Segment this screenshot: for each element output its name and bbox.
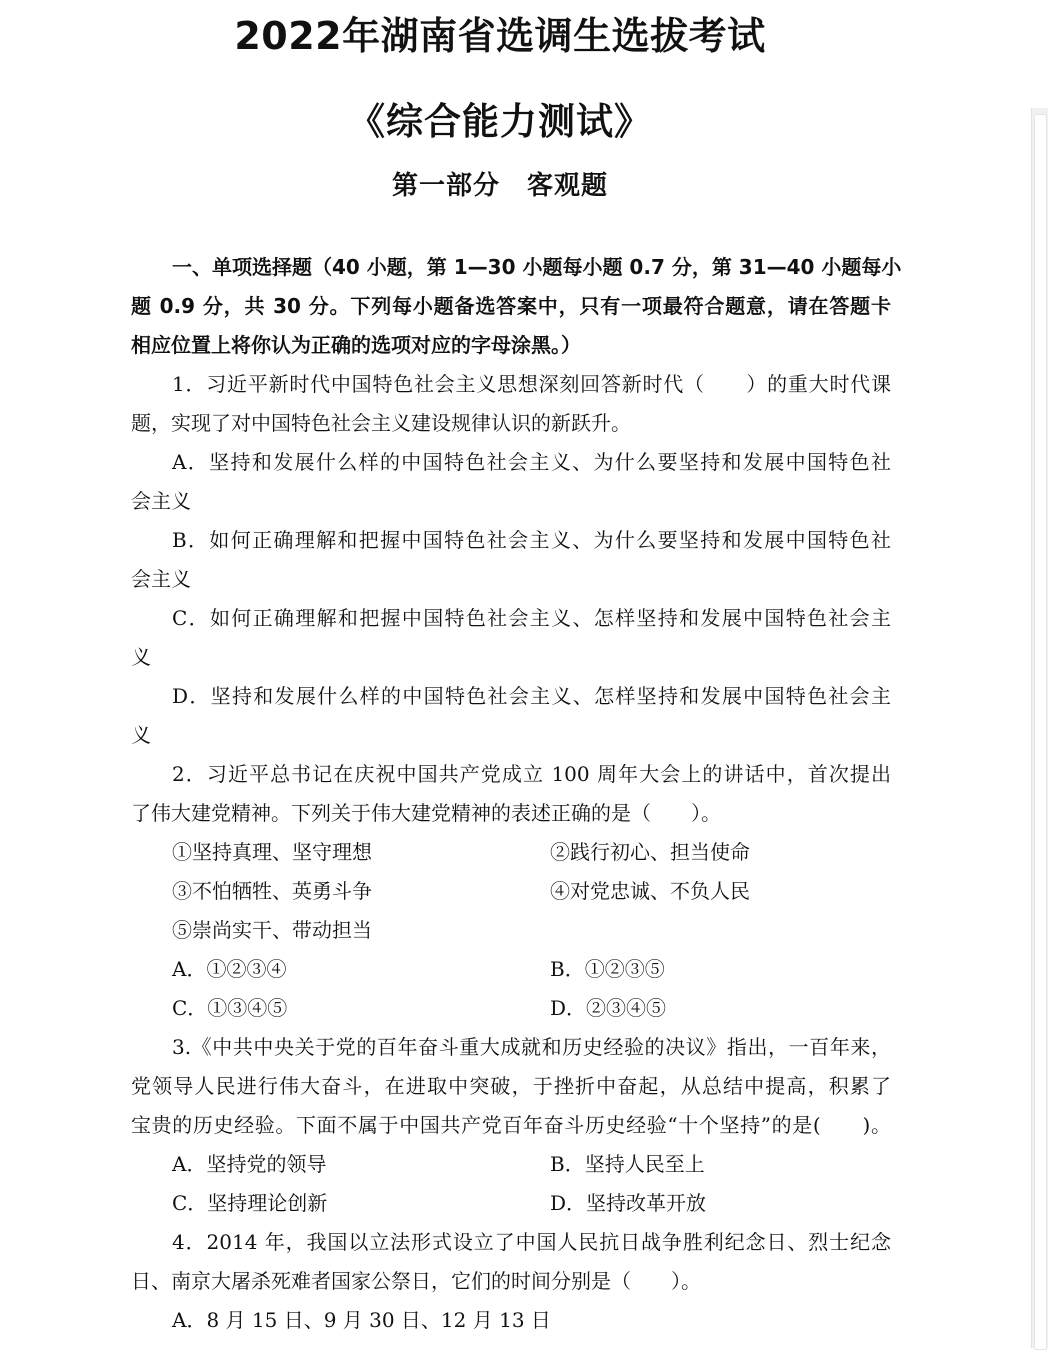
question-3-option-b: B．坚持人民至上 xyxy=(550,1152,705,1176)
question-2-option-c: C．①③④⑤ xyxy=(172,996,288,1020)
question-3-option-d: D．坚持改革开放 xyxy=(550,1191,707,1215)
question-1-stem: 题，实现了对中国特色社会主义建设规律认识的新跃升。 xyxy=(131,411,631,435)
question-1-option-c: 义 xyxy=(131,645,151,669)
question-2-stem: 2．习近平总书记在庆祝中国共产党成立 100 周年大会上的讲话中，首次提出 xyxy=(172,762,891,786)
question-2-item: ⑤崇尚实干、带动担当 xyxy=(172,918,372,942)
question-1-option-a: A．坚持和发展什么样的中国特色社会主义、为什么要坚持和发展中国特色社 xyxy=(172,450,891,474)
question-1-option-d: D．坚持和发展什么样的中国特色社会主义、怎样坚持和发展中国特色社会主 xyxy=(172,684,891,708)
question-2-item: ③不怕牺牲、英勇斗争 xyxy=(172,879,372,903)
question-3-option-a: A．坚持党的领导 xyxy=(172,1152,327,1176)
section-instructions-line: 题 0.9 分，共 30 分。下列每小题备选答案中，只有一项最符合题意，请在答题卡 xyxy=(131,294,891,318)
question-1-option-a: 会主义 xyxy=(131,489,191,513)
question-1-option-b: B．如何正确理解和把握中国特色社会主义、为什么要坚持和发展中国特色社 xyxy=(172,528,891,552)
document-title: 2022年湖南省选调生选拔考试 xyxy=(234,14,766,58)
question-4-option-a: A．8 月 15 日、9 月 30 日、12 月 13 日 xyxy=(172,1308,551,1332)
document-subtitle: 《综合能力测试》 xyxy=(348,99,652,143)
question-1-stem: 1．习近平新时代中国特色社会主义思想深刻回答新时代（ ）的重大时代课 xyxy=(172,372,891,396)
question-2-item: ④对党忠诚、不负人民 xyxy=(550,879,750,903)
question-4-stem: 4．2014 年，我国以立法形式设立了中国人民抗日战争胜利纪念日、烈士纪念 xyxy=(172,1230,891,1254)
question-4-stem: 日、南京大屠杀死难者国家公祭日，它们的时间分别是（ ）。 xyxy=(131,1269,701,1293)
question-3-stem: 3.《中共中央关于党的百年奋斗重大成就和历史经验的决议》指出，一百年来， xyxy=(172,1035,891,1059)
question-2-option-a: A．①②③④ xyxy=(172,957,287,981)
question-3-stem: 党领导人民进行伟大奋斗，在进取中突破，于挫折中奋起，从总结中提高，积累了 xyxy=(131,1074,891,1098)
question-2-stem: 了伟大建党精神。下列关于伟大建党精神的表述正确的是（ ）。 xyxy=(131,801,721,825)
question-3-option-c: C．坚持理论创新 xyxy=(172,1191,328,1215)
question-1-option-d: 义 xyxy=(131,723,151,747)
section-instructions-line: 一、单项选择题（40 小题，第 1—30 小题每小题 0.7 分，第 31—40 小题每小 xyxy=(172,255,902,279)
vertical-scrollbar[interactable] xyxy=(1031,108,1048,1348)
question-2-option-d: D．②③④⑤ xyxy=(550,996,667,1020)
section-instructions-line: 相应位置上将你认为正确的选项对应的字母涂黑。） xyxy=(131,333,581,357)
part-title: 第一部分 客观题 xyxy=(391,171,608,201)
scrollbar-thumb[interactable] xyxy=(1034,114,1047,1350)
question-2-item: ②践行初心、担当使命 xyxy=(550,840,750,864)
question-2-item: ①坚持真理、坚守理想 xyxy=(172,840,372,864)
question-3-stem: 宝贵的历史经验。下面不属于中国共产党百年奋斗历史经验“十个坚持”的是( )。 xyxy=(131,1113,891,1137)
question-1-option-b: 会主义 xyxy=(131,567,191,591)
question-2-option-b: B．①②③⑤ xyxy=(550,957,665,981)
question-1-option-c: C．如何正确理解和把握中国特色社会主义、怎样坚持和发展中国特色社会主 xyxy=(172,606,891,630)
